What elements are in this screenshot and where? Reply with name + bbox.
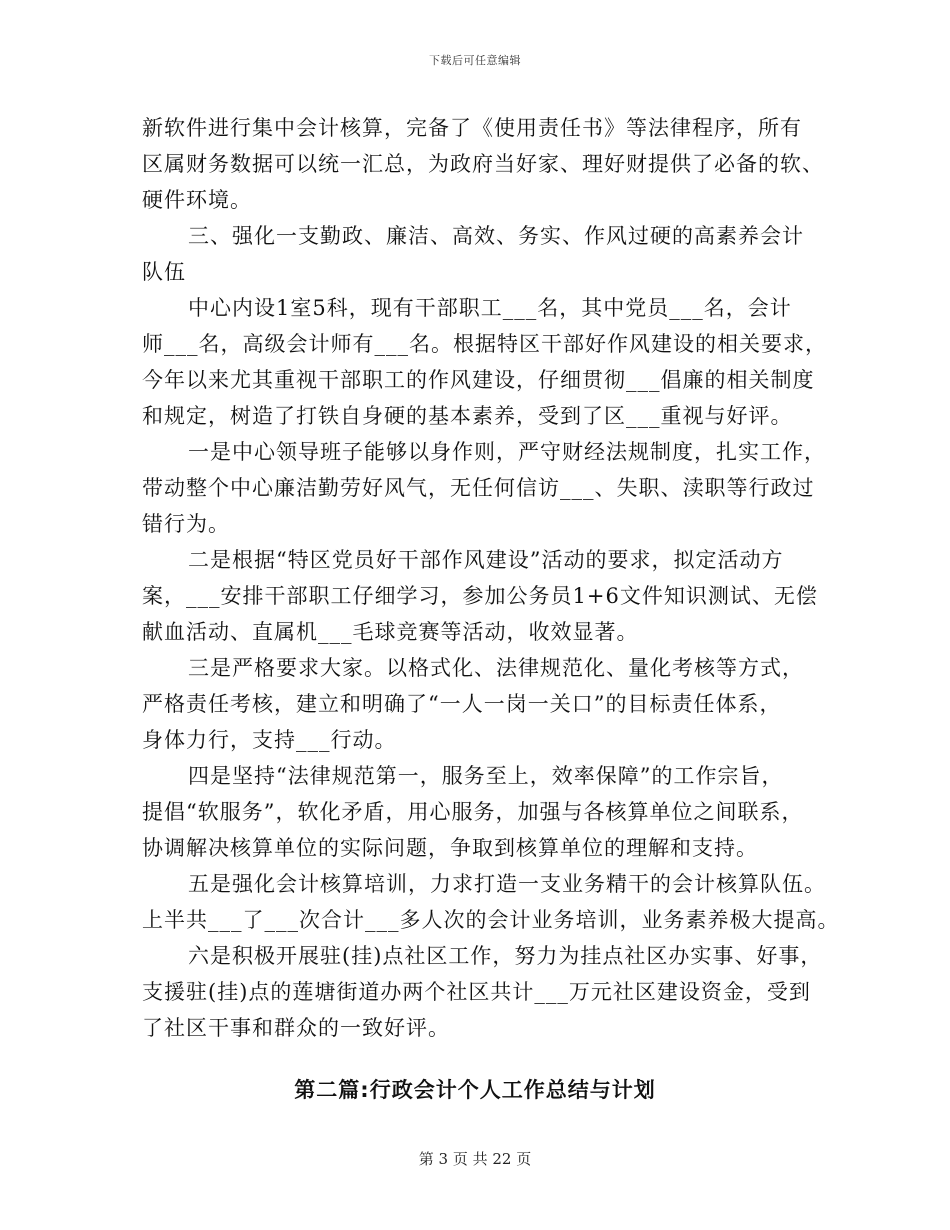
text-line: 提倡“软服务”，软化矛盾，用心服务，加强与各核算单位之间联系， xyxy=(142,800,804,824)
text-line: 四是坚持“法律规范第一，服务至上，效率保障”的工作宗旨， xyxy=(188,764,784,788)
text-line: 支援驻(挂)点的莲塘街道办两个社区共计___万元社区建设资金，受到 xyxy=(142,980,811,1004)
text-line: 师___名，高级会计师有___名。根据特区干部好作风建设的相关要求， xyxy=(142,332,827,356)
section-title-line: 队伍 xyxy=(142,260,186,284)
text-line: 错行为。 xyxy=(142,512,230,536)
document-body xyxy=(142,110,840,1046)
text-line: 了社区干事和群众的一致好评。 xyxy=(142,1016,450,1040)
text-line: 六是积极开展驻(挂)点社区工作，努力为挂点社区办实事、好事， xyxy=(188,944,823,968)
text-line: 协调解决核算单位的实际问题，争取到核算单位的理解和支持。 xyxy=(142,836,758,860)
text-line: 带动整个中心廉洁勤劳好风气，无任何信访___、失职、渎职等行政过 xyxy=(142,476,815,500)
text-line: 献血活动、直属机___毛球竞赛等活动，收效显著。 xyxy=(142,620,639,644)
text-line: 中心内设1室5科，现有干部职工___名，其中党员___名，会计 xyxy=(188,296,792,320)
text-line: 区属财务数据可以统一汇总，为政府当好家、理好财提供了必备的软、 xyxy=(142,152,824,176)
text-line: 严格责任考核，建立和明确了“一人一岗一关口”的目标责任体系， xyxy=(142,692,782,716)
text-line: 身体力行，支持___行动。 xyxy=(142,728,397,752)
text-line: 上半共___了___次合计___多人次的会计业务培训，业务素养极大提高。 xyxy=(142,908,840,932)
text-line: 和规定，树造了打铁自身硬的基本素养，受到了区___重视与好评。 xyxy=(142,404,793,428)
text-line: 新软件进行集中会计核算，完备了《使用责任书》等法律程序，所有 xyxy=(142,116,802,140)
text-line: 五是强化会计核算培训，力求打造一支业务精干的会计核算队伍。 xyxy=(188,872,826,896)
text-line: 今年以来尤其重视干部职工的作风建设，仔细贯彻___倡廉的相关制度 xyxy=(142,368,815,392)
page-header: 下载后可任意编辑 xyxy=(429,54,521,67)
section-title-line: 三、强化一支勤政、廉洁、高效、务实、作风过硬的高素养会计 xyxy=(188,224,804,248)
section-heading: 第二篇:行政会计个人工作总结与计划 xyxy=(294,1078,656,1102)
text-line: 二是根据“特区党员好干部作风建设”活动的要求，拟定活动方 xyxy=(188,548,784,572)
text-line: 硬件环境。 xyxy=(142,188,252,212)
text-line: 案，___安排干部职工仔细学习，参加公务员1+6文件知识测试、无偿 xyxy=(142,584,818,608)
page-footer: 第 3 页 共 22 页 xyxy=(418,1150,532,1168)
text-line: 三是严格要求大家。以格式化、法律规范化、量化考核等方式， xyxy=(188,656,804,680)
text-line: 一是中心领导班子能够以身作则，严守财经法规制度，扎实工作， xyxy=(188,440,826,464)
